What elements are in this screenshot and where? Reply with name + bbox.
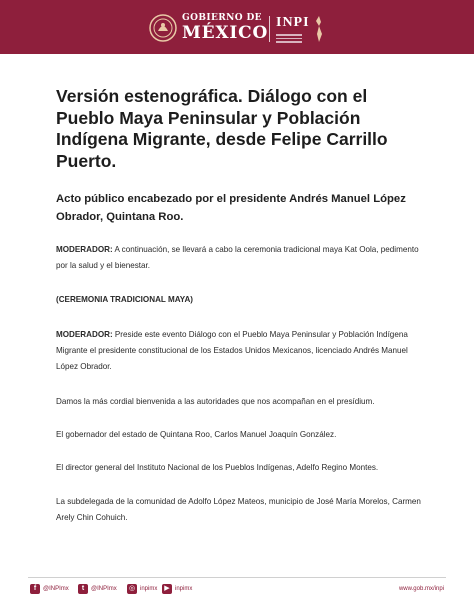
- facebook-handle: @INPImx: [43, 586, 69, 592]
- header-bar: [0, 0, 474, 54]
- twitter-link[interactable]: [78, 584, 117, 594]
- paragraph-3: [56, 327, 428, 375]
- header-divider: [269, 16, 270, 42]
- instagram-icon: ◎: [128, 585, 136, 592]
- inpi-subtitle-lines: [276, 34, 310, 43]
- youtube-link[interactable]: [162, 584, 192, 594]
- paragraph-7: [56, 494, 428, 526]
- youtube-icon: ▶: [162, 584, 172, 594]
- paragraph-2: [56, 292, 428, 308]
- footer-divider: [28, 577, 446, 578]
- speaker-label: MODERADOR:: [56, 245, 113, 254]
- paragraph-text: Preside este evento Diálogo con el Pueblo Maya Peninsular y Población Indígena Migrante el presidente constitucional de los Estados Unidos Mexicanos, licenciado Andrés Manuel López Obrador.: [56, 330, 408, 371]
- paragraph-text: A continuación, se llevará a cabo la ceremonia tradicional maya Kat Oola, pedimento por la salud y el bienestar.: [56, 245, 419, 270]
- ceremony-note: (CEREMONIA TRADICIONAL MAYA): [56, 295, 193, 304]
- inpi-name: INPI: [276, 15, 310, 30]
- paragraph-text: El director general del Instituto Nacional de los Pueblos Indígenas, Adelfo Regino Montes.: [56, 463, 379, 472]
- facebook-icon: f: [30, 584, 40, 594]
- paragraph-text: El gobernador del estado de Quintana Roo, Carlos Manuel Joaquín González.: [56, 430, 337, 439]
- twitter-icon: t: [78, 584, 88, 594]
- mexico-coat-of-arms-icon: [148, 13, 178, 43]
- twitter-handle: @INPImx: [91, 586, 117, 592]
- gobierno-de-mexico-logo: [182, 14, 268, 42]
- document-subtitle: Acto público encabezado por el presidente Andrés Manuel López Obrador, Quintana Roo.: [56, 193, 406, 223]
- paragraph-1: [56, 242, 428, 274]
- document-title: Versión estenográfica. Diálogo con el Pueblo Maya Peninsular y Población Indígena Migrante, desde Felipe Carrillo Puerto.: [56, 86, 388, 171]
- paragraph-5: [56, 427, 428, 443]
- website-link[interactable]: www.gob.mx/inpi: [398, 586, 444, 592]
- instagram-link[interactable]: [127, 584, 157, 594]
- footer: [30, 584, 444, 598]
- gob-line2: MÉXICO: [182, 23, 269, 43]
- gob-line1: GOBIERNO DE: [182, 13, 262, 23]
- paragraph-4: [56, 394, 428, 410]
- paragraph-text: Damos la más cordial bienvenida a las autoridades que nos acompañan en el presídium.: [56, 397, 375, 406]
- document-header: [56, 86, 428, 172]
- facebook-link[interactable]: [30, 584, 69, 594]
- inpi-figure-icon: [312, 14, 326, 44]
- youtube-handle: inpimx: [175, 586, 193, 592]
- paragraph-6: [56, 460, 428, 476]
- speaker-label: MODERADOR:: [56, 330, 113, 339]
- instagram-handle: inpimx: [140, 586, 158, 592]
- inpi-logo: [276, 15, 310, 43]
- paragraph-text: La subdelegada de la comunidad de Adolfo López Mateos, municipio de José María Morelos, Carmen Arely Chin Cohuich.: [56, 497, 421, 522]
